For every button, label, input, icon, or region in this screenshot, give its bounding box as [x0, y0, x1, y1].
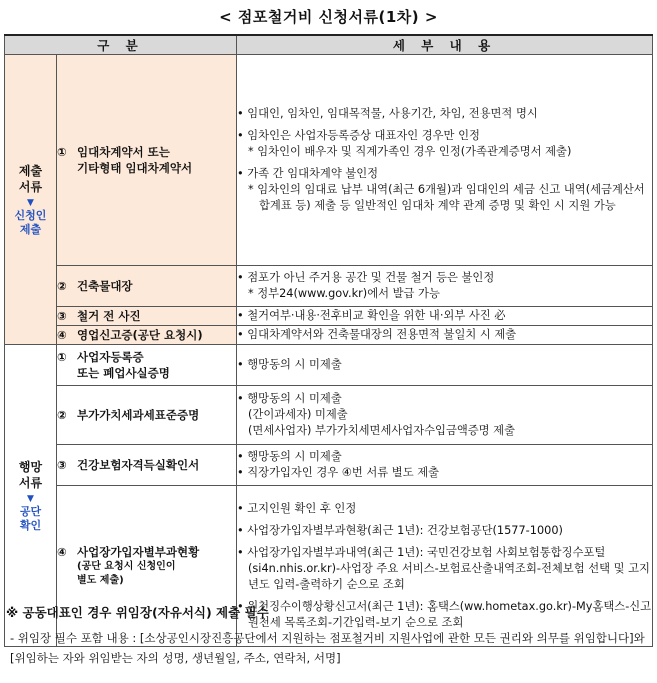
doc-details: • 임대인, 임차인, 임대목적물, 사용기간, 차임, 전용면적 명시 • 임차인은 사업자등록증상 대표자인 경우만 인정 * 임차인이 배우자 및 직계가족인 경우 인정(가족관계증명서 제출) • 가족 간 임대차계약 불인정 * 임차인의 임대료 납부 내역(최근 6개월)과 임대인의 세금 신고 내역(세금계산서합계표 등) 제출 등 일반적인 임대차 계약 관계 증명 및 확인 시 지원 가능: [237, 55, 653, 266]
table-row: [5, 486, 653, 647]
table-row: [5, 445, 653, 486]
group-label: 서류: [18, 475, 43, 490]
down-arrow-icon: ▼: [27, 493, 34, 504]
group-label: 서류: [18, 179, 43, 194]
group-label: 행망: [18, 459, 43, 474]
doc-details: • 고지인원 확인 후 인정 • 사업장가입자별부과현황(최근 1년): 건강보험공단(1577-1000) • 사업장가입자별부과내역(최근 1년): 국민건강보험 사회보험통합징수포털(si4n.nhis.or.kr)-사업장 주요 서비스-보험료산출내역조회-전체보험 선택 및 고지년도 입력-출력하기 순으로 조회 • 원천징수이행상황신고서(최근 1년): 홈택스(ww.hometax.go.kr)-My홈택스-신고 원천세 목록조회-기간입력-보기 순으로 조회: [237, 486, 653, 647]
group-sub-label: 신청인: [14, 208, 47, 222]
table-header-row: [5, 35, 653, 55]
header-details: 세 부 내 용: [237, 35, 653, 55]
group-sub-label: 공단: [19, 504, 42, 518]
doc-details: • 행망동의 시 미제출 • 직장가입자인 경우 ④번 서류 별도 제출: [237, 445, 653, 486]
table-row: [5, 266, 653, 307]
doc-name: ② 건축물대장: [57, 266, 237, 307]
table-row: [5, 307, 653, 326]
documents-table: [4, 34, 653, 647]
group-label: 제출: [18, 163, 43, 178]
page-title: < 점포철거비 신청서류(1차) >: [219, 8, 438, 26]
table-row: [5, 55, 653, 266]
doc-name: ④ 영업신고증(공단 요청시): [57, 326, 237, 345]
doc-name: ② 부가가치세과세표준증명: [57, 386, 237, 445]
doc-name: ③ 건강보험자격득실확인서: [57, 445, 237, 486]
note-heading: ※ 공동대표인 경우 위임장(자유서식) 제출 필수: [6, 605, 269, 620]
table-row: [5, 326, 653, 345]
group-submit-docs: [5, 55, 57, 345]
doc-details: • 임대차계약서와 건축물대장의 전용면적 불일치 시 제출: [237, 326, 653, 345]
doc-name: ① 임대차계약서 또는 기타형태 임대차계약서: [57, 55, 237, 266]
doc-name: ④ 사업장가입자별부과현황 (공단 요청시 신청인이 별도 제출): [57, 486, 237, 647]
table-row: [5, 386, 653, 445]
group-sub-label: 제출: [19, 222, 42, 236]
table-row: [5, 345, 653, 386]
group-sub-label: 확인: [19, 518, 42, 532]
doc-name: ③ 철거 전 사진: [57, 307, 237, 326]
header-category: 구 분: [5, 35, 237, 55]
down-arrow-icon: ▼: [27, 197, 34, 208]
group-admin-docs: [5, 345, 57, 647]
doc-details: • 철거여부·내용·전후비교 확인을 위한 내·외부 사진 必: [237, 307, 653, 326]
doc-details: • 행망동의 시 미제출 (간이과세자) 미제출 (면세사업자) 부가가치세면세사업자수입금액증명 제출: [237, 386, 653, 445]
doc-details: • 점포가 아닌 주거용 공간 및 건물 철거 등은 불인정 * 정부24(www.gov.kr)에서 발급 가능: [237, 266, 653, 307]
doc-name: ① 사업자등록증 또는 폐업사실증명: [57, 345, 237, 386]
doc-details: • 행망동의 시 미제출: [237, 345, 653, 386]
note-body: - 위임장 필수 포함 내용 : [소상공인시장진흥공단에서 지원하는 점포철거비 지원사업에 관한 모든 권리와 의무를 위임합니다]와 [위임하는 자와 위임받는 자의 성명, 생년월일, 주소, 연락처, 서명]: [10, 631, 645, 665]
